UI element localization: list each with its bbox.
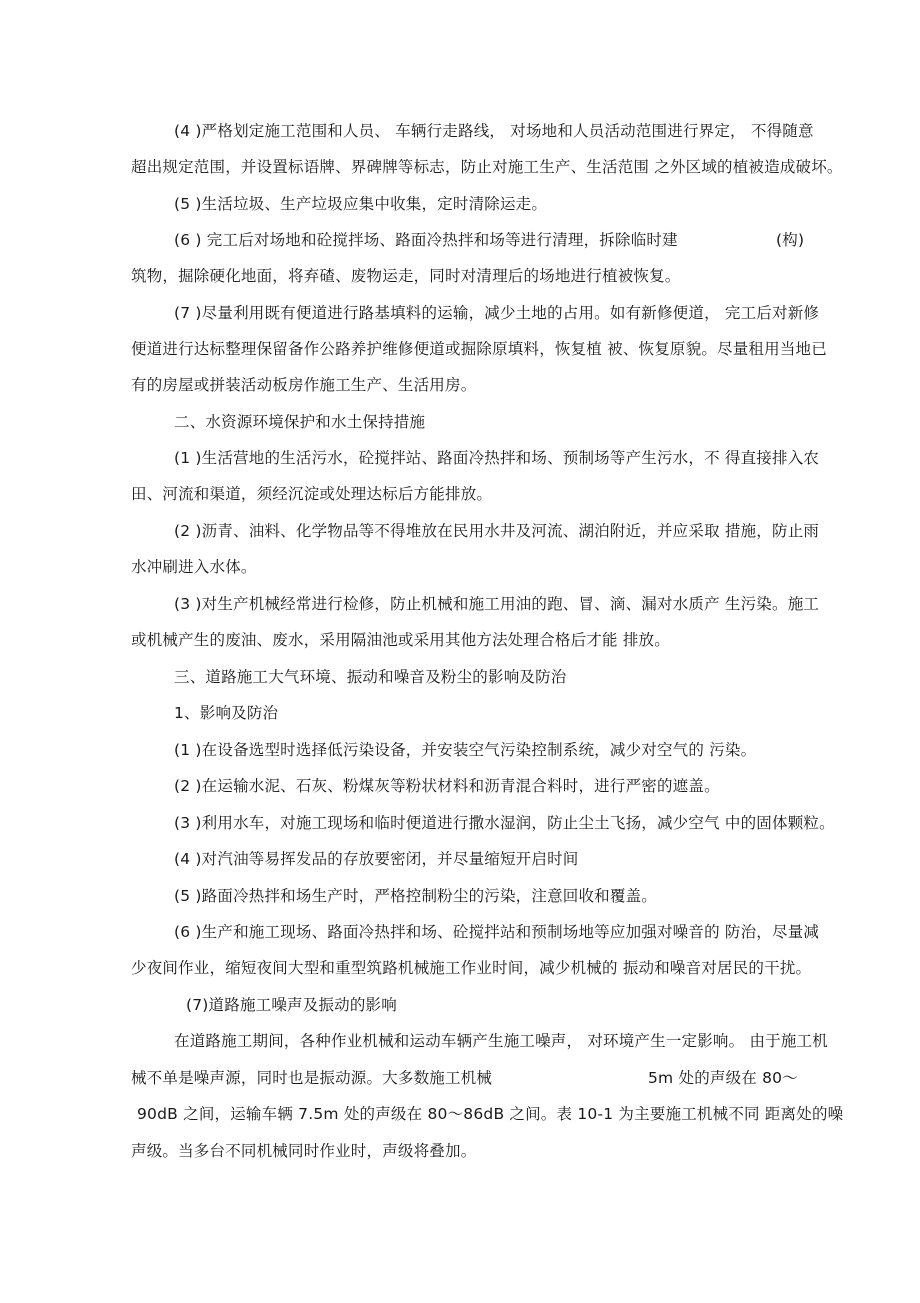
paragraph-6-gou: (构) [776, 231, 805, 249]
water-paragraph-2-line-1: (2 )沥青、油料、化学物品等不得堆放在民用水井及河流、湖泊附近，并应采取 措施，防止雨 [174, 522, 820, 540]
air-item-1: (1 )在设备选型时选择低污染设备，并安装空气污染控制系统，减少对空气的 污染。 [174, 741, 757, 759]
section-heading-2: 二、水资源环境保护和水土保持措施 [174, 413, 426, 431]
section-heading-3: 三、道路施工大气环境、振动和噪音及粉尘的影响及防治 [174, 668, 567, 686]
water-paragraph-3-line-2: 或机械产生的废油、废水，采用隔油池或采用其他方法处理合格后才能 排放。 [131, 631, 670, 649]
paragraph-7-line-2: 便道进行达标整理保留备作公路养护维修便道或掘除原填料，恢复植 被、恢复原貌。尽量租用当地已 [131, 340, 827, 358]
air-item-5: (5 )路面冷热拌和场生产时，严格控制粉尘的污染，注意回收和覆盖。 [174, 887, 657, 905]
air-item-4: (4 )对汽油等易挥发品的存放要密闭，并尽量缩短开启时间 [174, 850, 579, 868]
noise-paragraph-line-2-tail: 5m 处的声级在 80～ [648, 1069, 798, 1087]
air-item-6-line-2: 少夜间作业，缩短夜间大型和重型筑路机械施工作业时间，减少机械的 振动和噪音对居民的干扰。 [131, 959, 812, 977]
water-paragraph-1-line-1: (1 )生活营地的生活污水，砼搅拌站、路面冷热拌和场、预制场等产生污水，不 得直接排入农 [174, 449, 820, 467]
paragraph-5: (5 )生活垃圾、生产垃圾应集中收集，定时清除运走。 [174, 195, 548, 213]
noise-heading: (7)道路施工噪声及振动的影响 [186, 996, 397, 1014]
air-item-2: (2 )在运输水泥、石灰、粉煤灰等粉状材料和沥青混合料时，进行严密的遮盖。 [174, 777, 720, 795]
noise-paragraph-line-2: 械不单是噪声源，同时也是振动源。大多数施工机械 [131, 1069, 493, 1087]
air-item-6-line-1: (6 )生产和施工现场、路面冷热拌和场、砼搅拌站和预制场地等应加强对噪音的 防治，尽量减 [174, 923, 820, 941]
subsection-heading-1: 1、影响及防治 [174, 704, 279, 722]
water-paragraph-1-line-2: 田、河流和渠道，须经沉淀或处理达标后方能排放。 [131, 485, 493, 503]
paragraph-7-line-1: (7 )尽量利用既有便道进行路基填料的运输，减少土地的占用。如有新修便道， 完工后对新修 [174, 304, 820, 322]
water-paragraph-3-line-1: (3 )对生产机械经常进行检修，防止机械和施工用油的跑、冒、滴、漏对水质产 生污染。施工 [174, 595, 820, 613]
paragraph-7-line-3: 有的房屋或拼装活动板房作施工生产、生活用房。 [131, 376, 477, 394]
paragraph-4-line-2: 超出规定范围，并设置标语牌、界碑牌等标志，防止对施工生产、生活范围 之外区域的植被造成破坏。 [131, 158, 843, 176]
air-item-3: (3 )利用水车，对施工现场和临时便道进行撒水湿润，防止尘土飞扬，减少空气 中的固体颗粒。 [174, 814, 835, 832]
water-paragraph-2-line-2: 水冲刷进入水体。 [131, 558, 257, 576]
noise-paragraph-line-1: 在道路施工期间，各种作业机械和运动车辆产生施工噪声， 对环境产生一定影响。 由于施工机 [174, 1032, 828, 1050]
paragraph-4-line-1: (4 )严格划定施工范围和人员、 车辆行走路线， 对场地和人员活动范围进行界定， 不得随意 [174, 122, 814, 140]
noise-paragraph-line-4: 声级。当多台不同机械同时作业时，声级将叠加。 [131, 1142, 477, 1160]
noise-paragraph-line-3: 90dB 之间，运输车辆 7.5m 处的声级在 80～86dB 之间。表 10-1 为主要施工机械不同 距离处的噪 [137, 1105, 844, 1123]
paragraph-6-line-1: (6 ) 完工后对场地和砼搅拌场、路面冷热拌和场等进行清理，拆除临时建 [174, 231, 678, 249]
paragraph-6-line-2: 筑物，掘除硬化地面，将弃碴、废物运走，同时对清理后的场地进行植被恢复。 [131, 267, 681, 285]
